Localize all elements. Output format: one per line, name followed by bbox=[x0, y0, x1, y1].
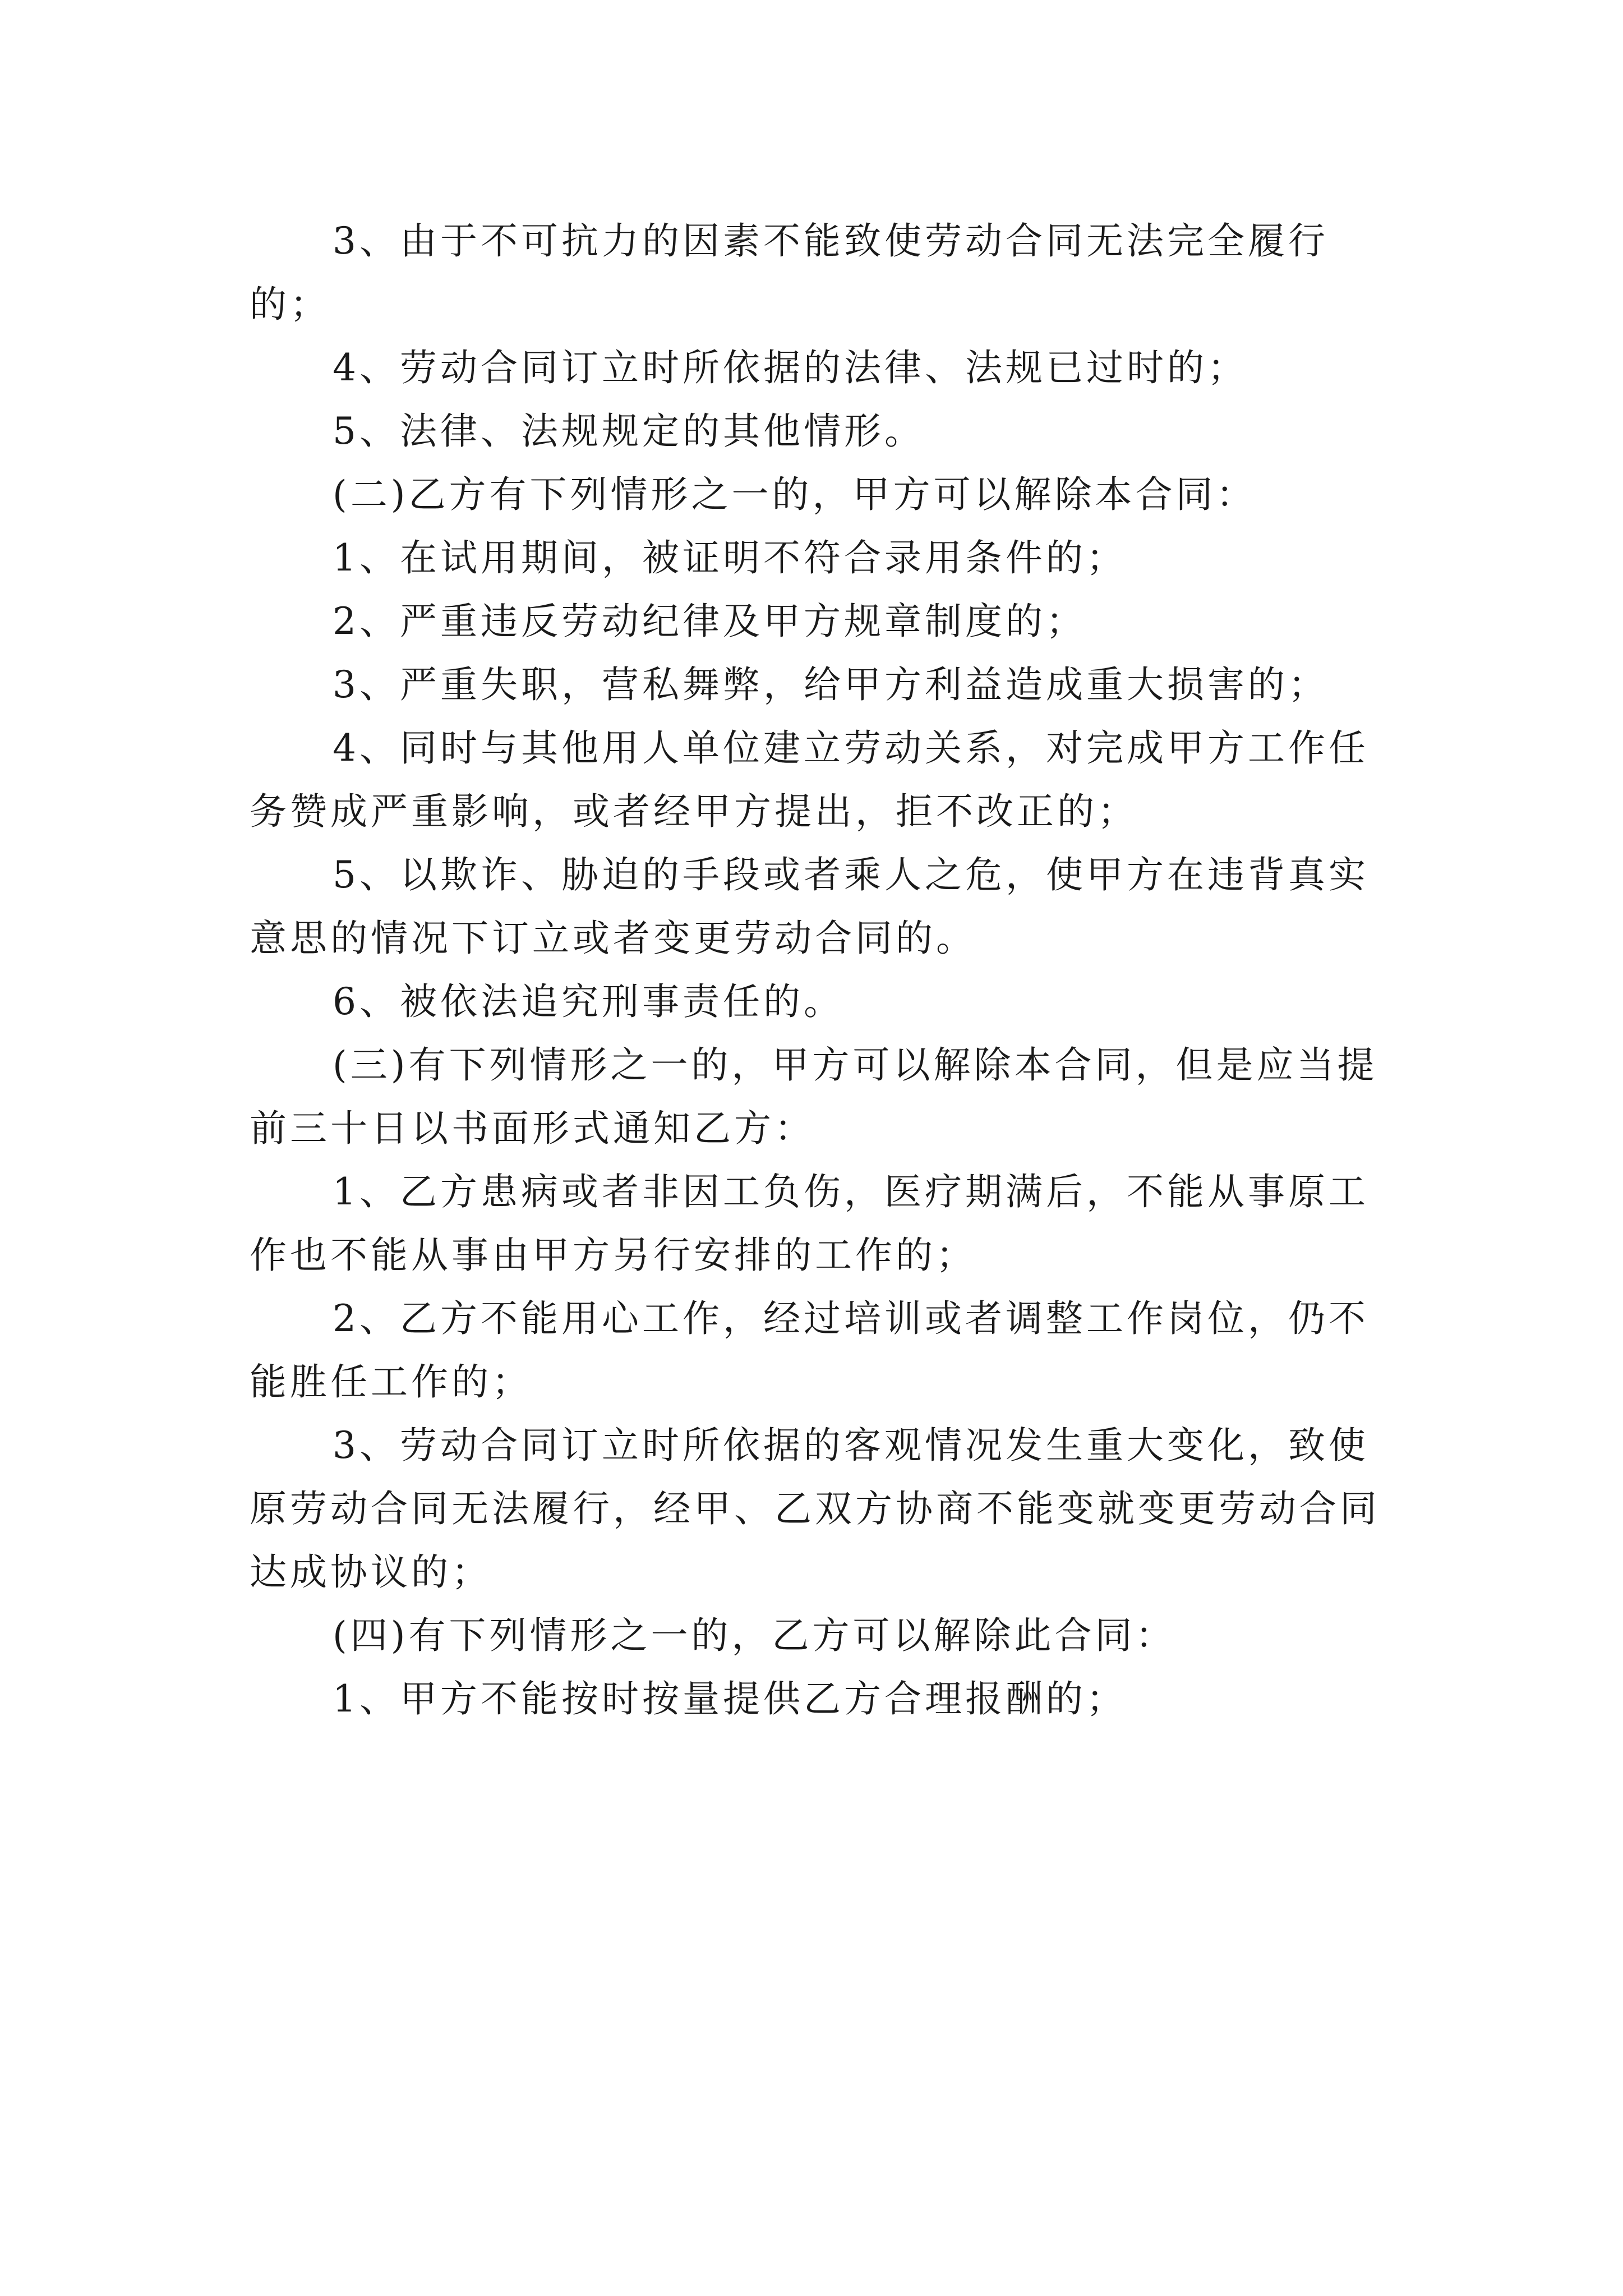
section-heading: (二)乙方有下列情形之一的，甲方可以解除本合同： bbox=[333, 473, 1257, 516]
document-body bbox=[250, 209, 1394, 1731]
paragraph: 2、严重违反劳动纪律及甲方规章制度的； bbox=[333, 600, 1086, 643]
paragraph: 4、同时与其他用人单位建立劳动关系，对完成甲方工作任务赞成严重影响，或者经甲方提出，拒不改正的； bbox=[250, 726, 1369, 833]
paragraph: 2、乙方不能用心工作，经过培训或者调整工作岗位，仍不能胜任工作的； bbox=[250, 1297, 1369, 1404]
paragraph: 3、劳动合同订立时所依据的客观情况发生重大变化，致使原劳动合同无法履行，经甲、乙双方协商不能变就变更劳动合同达成协议的； bbox=[250, 1424, 1380, 1594]
paragraph: 6、被依法追究刑事责任的。 bbox=[333, 980, 844, 1023]
paragraph: 5、法律、法规规定的其他情形。 bbox=[333, 409, 925, 453]
paragraph: 5、以欺诈、胁迫的手段或者乘人之危，使甲方在违背真实意思的情况下订立或者变更劳动合同的。 bbox=[250, 853, 1369, 960]
paragraph: 3、严重失职，营私舞弊，给甲方利益造成重大损害的； bbox=[333, 663, 1329, 706]
section-heading: (三)有下列情形之一的，甲方可以解除本合同，但是应当提前三十日以书面形式通知乙方： bbox=[250, 1043, 1378, 1150]
section-heading: (四)有下列情形之一的，乙方可以解除此合同： bbox=[333, 1614, 1176, 1657]
paragraph: 3、由于不可抗力的因素不能致使劳动合同无法完全履行的； bbox=[250, 219, 1329, 326]
paragraph: 1、在试用期间，被证明不符合录用条件的； bbox=[333, 536, 1127, 579]
paragraph: 1、乙方患病或者非因工负伤，医疗期满后，不能从事原工作也不能从事由甲方另行安排的工作的； bbox=[250, 1170, 1369, 1277]
paragraph: 1、甲方不能按时按量提供乙方合理报酬的； bbox=[333, 1677, 1127, 1720]
paragraph: 4、劳动合同订立时所依据的法律、法规已过时的； bbox=[333, 346, 1248, 389]
